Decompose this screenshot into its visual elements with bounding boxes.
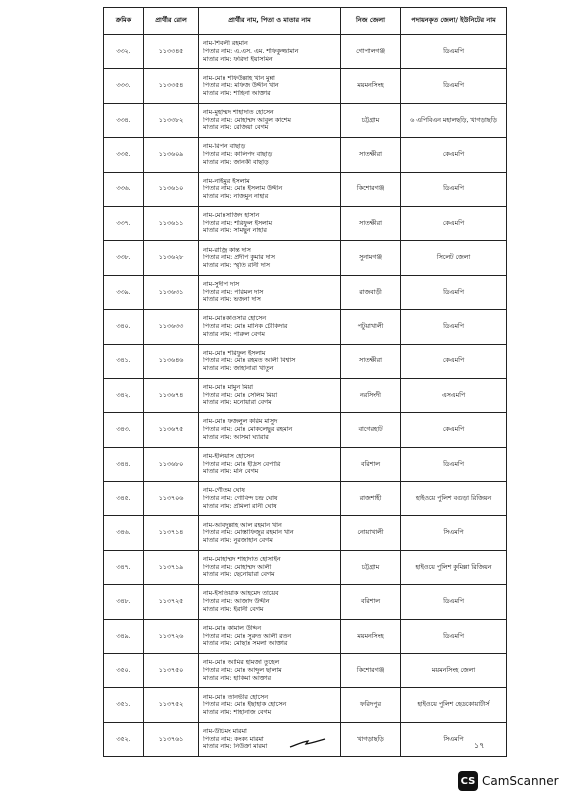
names-cell (199, 172, 341, 206)
unit-cell: ডিএমপি (401, 310, 507, 344)
father-name: পিতার নাম: মোঃ ইদ্রিস বেপারি (203, 460, 281, 468)
roll-cell: ১১৩৭৬১ (144, 722, 199, 756)
candidate-name: নাম-নাইমুর ইসলাম (203, 177, 250, 185)
roll-cell: ১১৩৬১০ (144, 172, 199, 206)
table-row (104, 206, 507, 240)
unit-cell: সিএমপি (401, 722, 507, 756)
father-name: পিতার নাম: মোঃ রহমত আলী বিশ্বাস (203, 357, 296, 365)
district-cell: সুনামগঞ্জ (341, 241, 401, 275)
table-row (104, 138, 507, 172)
table-row (104, 447, 507, 481)
unit-cell: ডিএমপি (401, 172, 507, 206)
header-unit: পদায়নকৃত জেলা/ ইউনিটের নাম (401, 8, 507, 35)
candidate-name: নাম-মোঃসাজিদ হাসান (203, 212, 260, 220)
candidate-name: নাম-মোঃ কামাল উদ্দিন (203, 624, 261, 632)
serial-cell: ৩৫২. (104, 722, 144, 756)
district-cell: পটুয়াখালী (341, 310, 401, 344)
table-row (104, 619, 507, 653)
names-cell (199, 310, 341, 344)
district-cell: নরসিংদী (341, 378, 401, 412)
mother-name: মাতার নাম: স্মৃতি রানী দাস (203, 261, 270, 269)
district-cell: চট্টগ্রাম (341, 103, 401, 137)
father-name: পিতার নাম: মোহাম্মদ আলী (203, 563, 272, 571)
names-cell (199, 241, 341, 275)
serial-cell: ৩৩৫. (104, 138, 144, 172)
candidate-name: নাম-রিপন বাছাড় (203, 143, 246, 151)
unit-cell: ডিএমপি (401, 275, 507, 309)
district-cell: বরিশাল (341, 447, 401, 481)
unit-cell: হাইওয়ে পুলিশ বগুড়া রিজিয়ন (401, 482, 507, 516)
table-row (104, 516, 507, 550)
names-cell (199, 138, 341, 172)
mother-name: মাতার নাম: হাকিমা আক্তার (203, 674, 271, 682)
names-cell (199, 619, 341, 653)
unit-cell: সিএমপি (401, 516, 507, 550)
candidate-name: নাম-মোঃ তানভীর হোসেন (203, 693, 268, 701)
roll-cell: ১১৩৩৫৪ (144, 69, 199, 103)
roll-cell: ১১৩৭০৬ (144, 482, 199, 516)
table-row (104, 275, 507, 309)
serial-cell: ৩৩২. (104, 35, 144, 69)
district-cell: বরিশাল (341, 585, 401, 619)
father-name: পিতার নাম: মোঃ ইছাহাক হোসেন (203, 701, 287, 709)
mother-name: মাতার নাম: মোছাঃ সমলা আক্তার (203, 640, 288, 648)
header-district: নিজ জেলা (341, 8, 401, 35)
candidate-table (103, 7, 507, 757)
roll-cell: ১১৩৬৩১ (144, 275, 199, 309)
serial-cell: ৩৩৮. (104, 241, 144, 275)
roll-cell: ১১৩৭৫০ (144, 654, 199, 688)
district-cell: গোপালগঞ্জ (341, 35, 401, 69)
roll-cell: ১১৩৬৮০ (144, 447, 199, 481)
roll-cell: ১১৩৭২৫ (144, 585, 199, 619)
names-cell (199, 550, 341, 584)
candidate-name: নাম-শিবলী রহমান (203, 40, 248, 48)
serial-cell: ৩৪৮. (104, 585, 144, 619)
roll-cell: ১১৩৬৪৬ (144, 344, 199, 378)
district-cell: সাতক্ষীরা (341, 138, 401, 172)
unit-cell: ডিএমপি (401, 619, 507, 653)
serial-cell: ৩৪৫. (104, 482, 144, 516)
father-name: পিতার নাম: মোঃ আব্দুল ছালাম (203, 666, 282, 674)
mother-name: মাতার নাম: নিউক্রা মারমা (203, 743, 268, 751)
father-name: পিতার নাম: কংক্য মারমা (203, 735, 264, 743)
header-roll: প্রার্থীর রোল (144, 8, 199, 35)
father-name: পিতার নাম: প্রদীপ কুমার দাস (203, 254, 275, 262)
district-cell: বাগেরহাট (341, 413, 401, 447)
father-name: পিতার নাম: গোবিন্দ চন্দ্র ঘোষ (203, 494, 278, 502)
roll-cell: ১১৩৭১৯ (144, 550, 199, 584)
serial-cell: ৩৪৯. (104, 619, 144, 653)
candidate-name: নাম-আবদুল্লাহ আল রহমান খান (203, 521, 282, 529)
serial-cell: ৩৪১. (104, 344, 144, 378)
header-names: প্রার্থীর নাম, পিতা ও মাতার নাম (199, 8, 341, 35)
roll-cell: ১১৩৬৩৩ (144, 310, 199, 344)
table-row (104, 35, 507, 69)
district-cell: সাতক্ষীরা (341, 206, 401, 240)
table-row (104, 378, 507, 412)
mother-name: মাতার নাম: শাহানাজ বেগম (203, 708, 272, 716)
father-name: পিতার নাম: আজাদ উদ্দীন (203, 598, 270, 606)
father-name: পিতার নাম: মোঃ মানিক চৌকিদার (203, 322, 288, 330)
mother-name: মাতার নাম: জাহানারা খাতুন (203, 365, 274, 373)
district-cell: কিশোরগঞ্জ (341, 654, 401, 688)
unit-cell: ডিএমপি (401, 585, 507, 619)
mother-name: মাতার নাম: নুরজাহান বেগম (203, 537, 273, 544)
names-cell (199, 688, 341, 722)
district-cell: চট্টগ্রাম (341, 550, 401, 584)
candidate-name: নাম-মোঃ শফিউল্লাহ খান মুন্না (203, 74, 275, 82)
mother-name: মাতার নাম: রেজিয়া বেগম (203, 124, 269, 132)
candidate-name: নাম-মোঃ আমির হামজা তুহেল (203, 659, 280, 667)
unit-cell: কেএমপি (401, 413, 507, 447)
names-cell (199, 344, 341, 378)
roll-cell: ১১৩৩৮২ (144, 103, 199, 137)
unit-cell: ময়মনসিংহ জেলা (401, 654, 507, 688)
serial-cell: ৩৪০. (104, 310, 144, 344)
names-cell (199, 585, 341, 619)
table-row (104, 344, 507, 378)
table-row (104, 482, 507, 516)
father-name: পিতার নাম: মোঃ সুরুত আলী রতন (203, 632, 292, 640)
table-row (104, 69, 507, 103)
father-name: পিতার নাম: শরিফুল ইসলাম (203, 219, 273, 227)
unit-cell: ডিএমপি (401, 69, 507, 103)
candidate-name: নাম-মুহাম্মদ শাহাদাত হোসেন (203, 108, 274, 116)
father-name: পিতার নাম: কালিপদ বাছাড় (203, 151, 273, 159)
table-row (104, 413, 507, 447)
mother-name: মাতার নাম: মনোয়ারা বেগম (203, 399, 272, 407)
candidate-name: নাম-মোঃ মামুন মিয়া (203, 384, 254, 392)
candidate-name: নাম-গৌতম ঘোষ (203, 487, 245, 495)
roll-cell: ১১৩৭১৪ (144, 516, 199, 550)
father-name: পিতার নাম: মোঃ মোকলেছুর রহমান (203, 426, 293, 434)
father-name: পিতার নাম: মোঃ সেলিম মিয়া (203, 391, 278, 399)
table-row (104, 688, 507, 722)
unit-cell: কেএমপি (401, 206, 507, 240)
unit-cell: কেএমপি (401, 138, 507, 172)
candidate-name: নাম-মোঃকাওসার হোসেন (203, 315, 267, 323)
mother-name: মাতার নাম: প্রমিলা রানী ঘোষ (203, 502, 277, 510)
serial-cell: ৩৩৩. (104, 69, 144, 103)
father-name: পিতার নাম: মোস্তাফিজুর রহমান খান (203, 529, 294, 537)
district-cell: নোয়াখালী (341, 516, 401, 550)
mother-name: মাতার নাম: শাহিনা আক্তার (203, 89, 271, 97)
mother-name: মাতার নাম: সামছুন নাহার (203, 227, 267, 235)
names-cell (199, 206, 341, 240)
serial-cell: ৩৪৪. (104, 447, 144, 481)
mother-name: মাতার নাম: জানকী বাছাড় (203, 158, 269, 166)
district-cell: রাজবাড়ী (341, 275, 401, 309)
mother-name: মাতার নাম: মনি বেগম (203, 468, 259, 476)
table-row (104, 310, 507, 344)
table-header-row (104, 8, 507, 35)
serial-cell: ৩৫০. (104, 654, 144, 688)
serial-cell: ৩৫১. (104, 688, 144, 722)
unit-cell: হাইওয়ে পুলিশ হেডকোয়ার্টার্স (401, 688, 507, 722)
header-serial: ক্রমিক (104, 8, 144, 35)
serial-cell: ৩৩৭. (104, 206, 144, 240)
names-cell (199, 103, 341, 137)
district-cell: সাতক্ষীরা (341, 344, 401, 378)
father-name: পিতার নাম: এ.এস. এম. শফিকুজ্জামান (203, 47, 299, 55)
mother-name: মাতার নাম: ভজনা দাস (203, 296, 261, 304)
names-cell (199, 69, 341, 103)
unit-cell: কেএমপি (401, 344, 507, 378)
table-row (104, 172, 507, 206)
father-name: পিতার নাম: মফিজ উদ্দীন খান (203, 82, 279, 90)
page-number: ১৭ (474, 741, 485, 750)
table-row (104, 241, 507, 275)
serial-cell: ৩৩৯. (104, 275, 144, 309)
mother-name: মাতার নাম: আসমা ঘ্যারার (203, 433, 269, 441)
serial-cell: ৩৪৬. (104, 516, 144, 550)
names-cell (199, 413, 341, 447)
candidate-name: নাম-রাজ্রি কান্ত দাস (203, 246, 251, 254)
candidate-name: নাম-উচিমং মারমা (203, 728, 247, 735)
roll-cell: ১১৩৭৫২ (144, 688, 199, 722)
serial-cell: ৩৪৭. (104, 550, 144, 584)
roll-cell: ১১৩৬৭৪ (144, 378, 199, 412)
district-cell: খাগড়াছড়ি (341, 722, 401, 756)
roll-cell: ১১৩৩৪৫ (144, 35, 199, 69)
names-cell (199, 482, 341, 516)
unit-cell: সিলেট জেলা (401, 241, 507, 275)
unit-cell: ডিএমপি (401, 35, 507, 69)
signature-mark (288, 736, 328, 750)
camscanner-logo-icon: CS (458, 771, 478, 791)
district-cell: ফরিদপুর (341, 688, 401, 722)
serial-cell: ৩৪২. (104, 378, 144, 412)
father-name: পিতার নাম: পরিমল দাস (203, 288, 264, 296)
roll-cell: ১১৩৬১১ (144, 206, 199, 240)
camscanner-text: CamScanner (482, 774, 559, 788)
mother-name: মাতার নাম: ফরিদা ইয়াসমিন (203, 55, 273, 63)
mother-name: মাতার নাম: পারুল বেগম (203, 330, 265, 338)
candidate-name: নাম-মোঃ শরিফুল ইসলাম (203, 349, 266, 357)
unit-cell: হাইওয়ে পুলিশ কুমিল্লা রিজিয়ন (401, 550, 507, 584)
names-cell (199, 35, 341, 69)
table-row (104, 550, 507, 584)
names-cell (199, 378, 341, 412)
names-cell (199, 516, 341, 550)
names-cell (199, 275, 341, 309)
district-cell: ময়মনসিংহ (341, 619, 401, 653)
roll-cell: ১১৩৭২৬ (144, 619, 199, 653)
table-row (104, 585, 507, 619)
district-cell: ময়মনসিংহ (341, 69, 401, 103)
district-cell: রাজশাহী (341, 482, 401, 516)
camscanner-watermark (458, 770, 559, 792)
candidate-name: নাম-মোহাম্মদ শাহাদাত হোসাইন (203, 556, 281, 564)
unit-cell: ৬ এপিবিএন মহালছড়ি, খাগড়াছড়ি (401, 103, 507, 137)
unit-cell: এসএমপি (401, 378, 507, 412)
mother-name: মাতার নাম: নাজমুন নাহার (203, 193, 269, 201)
roll-cell: ১১৩৬২৮ (144, 241, 199, 275)
candidate-name: নাম-সুদীপ দাস (203, 280, 240, 288)
names-cell (199, 654, 341, 688)
table-row (104, 654, 507, 688)
unit-cell: ডিএমপি (401, 447, 507, 481)
candidate-name: নাম-ইসতিয়াক আহমেদ তায়েব (203, 590, 279, 598)
district-cell: কিশোরগঞ্জ (341, 172, 401, 206)
mother-name: মাতার নাম: ছেনোয়ারা বেগম (203, 571, 275, 579)
candidate-list-page (103, 7, 506, 757)
serial-cell: ৩৩৬. (104, 172, 144, 206)
candidate-name: নাম-ইলিয়াস হোসেন (203, 452, 254, 460)
father-name: পিতার নাম: মোহাম্মদ আবুল কাশেম (203, 116, 291, 124)
candidate-name: নাম-মোঃ ফজলুল করিম মাসুদ (203, 418, 278, 426)
mother-name: মাতার নাম: ইরানী বেগম (203, 605, 264, 613)
serial-cell: ৩৩৪. (104, 103, 144, 137)
names-cell (199, 447, 341, 481)
serial-cell: ৩৪৩. (104, 413, 144, 447)
roll-cell: ১১৩৬৭৫ (144, 413, 199, 447)
table-row (104, 103, 507, 137)
roll-cell: ১১৩৬০৯ (144, 138, 199, 172)
father-name: পিতার নাম: মোঃ ইসলাম উদ্দীন (203, 185, 283, 193)
